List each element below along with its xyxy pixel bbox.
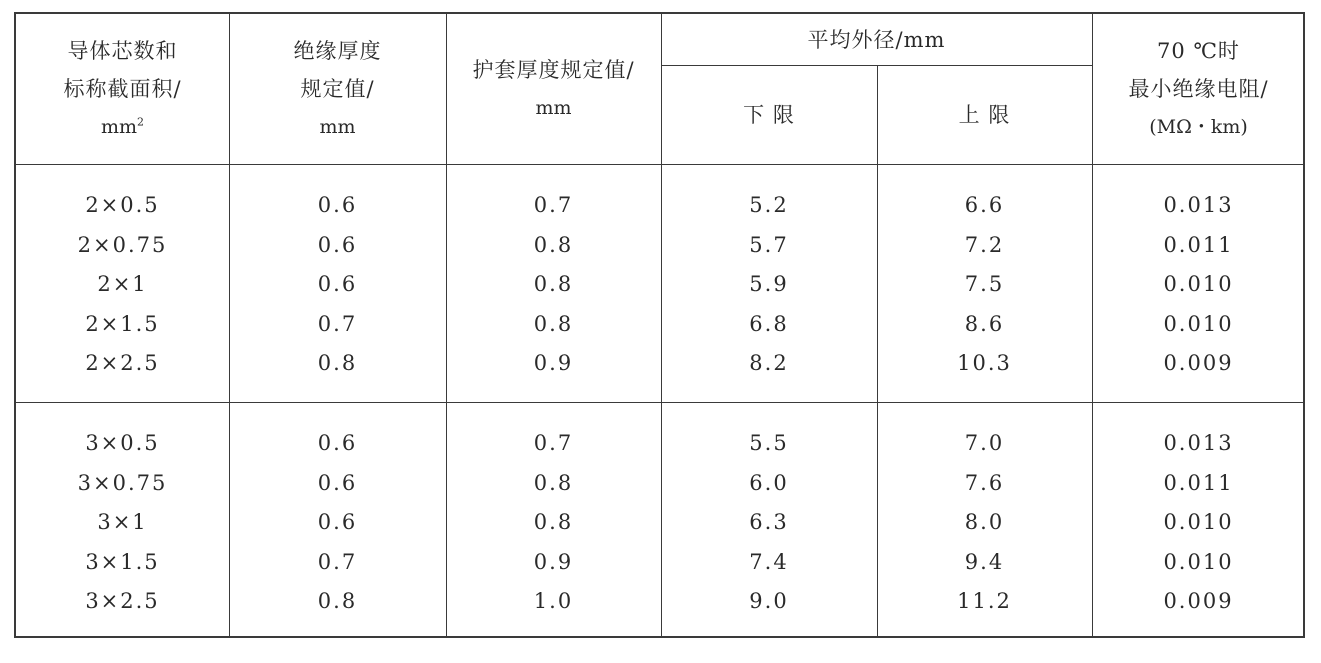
g1-col-0: [16, 186, 229, 384]
g1-col-1: [229, 186, 446, 384]
header-upper-limit-label: 上 限: [958, 102, 1011, 127]
table-cell: 2×1: [97, 272, 148, 296]
table-cell: 7.2: [964, 232, 1005, 257]
table-cell: 3×1: [97, 510, 148, 534]
table-cell: 0.6: [317, 193, 358, 217]
header-sheath: [446, 14, 661, 164]
header-conductor-line2: 标称截面积/: [63, 77, 182, 101]
table-cell: 0.009: [1163, 351, 1234, 375]
table-cell: 6.3: [749, 510, 789, 534]
table-cell: 7.4: [749, 549, 789, 574]
table-cell: 3×1.5: [85, 549, 160, 574]
header-conductor: [16, 14, 229, 164]
g2-col-3: [661, 424, 877, 622]
table-cell: 2×0.75: [77, 232, 168, 257]
header-upper-limit: [877, 65, 1092, 164]
table-cell: 3×2.5: [85, 589, 160, 613]
table-cell: 0.011: [1163, 470, 1234, 495]
cable-spec-table: [14, 12, 1305, 638]
header-conductor-line1: 导体芯数和: [67, 39, 178, 63]
header-resistance-unit: (MΩ・km): [1149, 116, 1248, 138]
header-resistance-line1: 70 ℃时: [1157, 39, 1240, 63]
table-cell: 0.9: [533, 351, 574, 375]
header-insulation-resistance: [1092, 14, 1305, 164]
table-cell: 0.011: [1163, 232, 1234, 257]
table-cell: 0.6: [317, 510, 358, 534]
table-cell: 11.2: [957, 589, 1012, 613]
table-cell: 6.8: [749, 311, 789, 336]
group-divider: [16, 402, 1303, 403]
table-cell: 5.2: [749, 193, 789, 217]
g1-col-2: [446, 186, 661, 384]
table-cell: 0.8: [533, 232, 574, 257]
table-cell: 0.013: [1163, 431, 1234, 455]
g2-col-1: [229, 424, 446, 622]
table-cell: 0.6: [317, 272, 358, 296]
table-cell: 7.0: [964, 431, 1005, 455]
table-cell: 9.4: [964, 549, 1005, 574]
table-cell: 6.0: [749, 470, 789, 495]
header-lower-limit-label: 下 限: [743, 102, 795, 127]
header-sheath-line1: 护套厚度规定值/: [472, 58, 635, 82]
table-cell: 7.5: [964, 272, 1005, 296]
header-divider: [16, 164, 1303, 165]
table-cell: 0.8: [533, 510, 574, 534]
header-resistance-line2: 最小绝缘电阻/: [1128, 77, 1269, 101]
table-cell: 0.6: [317, 431, 358, 455]
g2-col-0: [16, 424, 229, 622]
header-mean-diameter-label: 平均外径/mm: [807, 27, 946, 52]
table-cell: 0.010: [1163, 272, 1234, 296]
header-insulation: [229, 14, 446, 164]
table-cell: 8.6: [964, 311, 1005, 336]
table-cell: 3×0.5: [85, 431, 160, 455]
g1-col-5: [1092, 186, 1305, 384]
table-cell: 0.6: [317, 232, 358, 257]
table-cell: 2×2.5: [85, 351, 160, 375]
table-cell: 7.6: [964, 470, 1005, 495]
table-cell: 2×0.5: [85, 193, 160, 217]
table-cell: 5.9: [749, 272, 789, 296]
header-sheath-unit: mm: [535, 97, 572, 119]
header-insulation-line1: 绝缘厚度: [293, 39, 382, 63]
g2-col-2: [446, 424, 661, 622]
table-cell: 6.6: [964, 193, 1005, 217]
table-cell: 8.0: [964, 510, 1005, 534]
table-cell: 9.0: [749, 589, 789, 613]
header-conductor-unit: $mm^2$: [100, 115, 145, 138]
table-cell: 0.8: [533, 272, 574, 296]
header-insulation-unit: mm: [319, 116, 356, 138]
table-cell: 0.8: [533, 311, 574, 336]
table-cell: 0.6: [317, 470, 358, 495]
g2-col-5: [1092, 424, 1305, 622]
table-cell: 0.010: [1163, 549, 1234, 574]
table-cell: 0.009: [1163, 589, 1234, 613]
g1-col-3: [661, 186, 877, 384]
table-cell: 0.013: [1163, 193, 1234, 217]
table-cell: 0.8: [533, 470, 574, 495]
g1-col-4: [877, 186, 1092, 384]
table-cell: 0.7: [317, 549, 358, 574]
table-cell: 3×0.75: [77, 470, 168, 495]
header-mean-diameter: [661, 14, 1092, 65]
header-lower-limit: [661, 65, 877, 164]
table-cell: 0.010: [1163, 510, 1234, 534]
table-cell: 0.010: [1163, 311, 1234, 336]
table-cell: 0.7: [533, 193, 574, 217]
table-cell: 0.8: [317, 589, 358, 613]
table-cell: 0.9: [533, 549, 574, 574]
table-cell: 0.8: [317, 351, 358, 375]
table-cell: 5.7: [749, 232, 789, 257]
table-cell: 5.5: [749, 431, 789, 455]
header-insulation-line2: 规定值/: [300, 77, 375, 101]
table-cell: 1.0: [533, 589, 574, 613]
g2-col-4: [877, 424, 1092, 622]
table-cell: 0.7: [533, 431, 574, 455]
table-cell: 2×1.5: [85, 311, 160, 336]
table-cell: 0.7: [317, 311, 358, 336]
table-cell: 10.3: [957, 351, 1012, 375]
table-cell: 8.2: [749, 351, 789, 375]
